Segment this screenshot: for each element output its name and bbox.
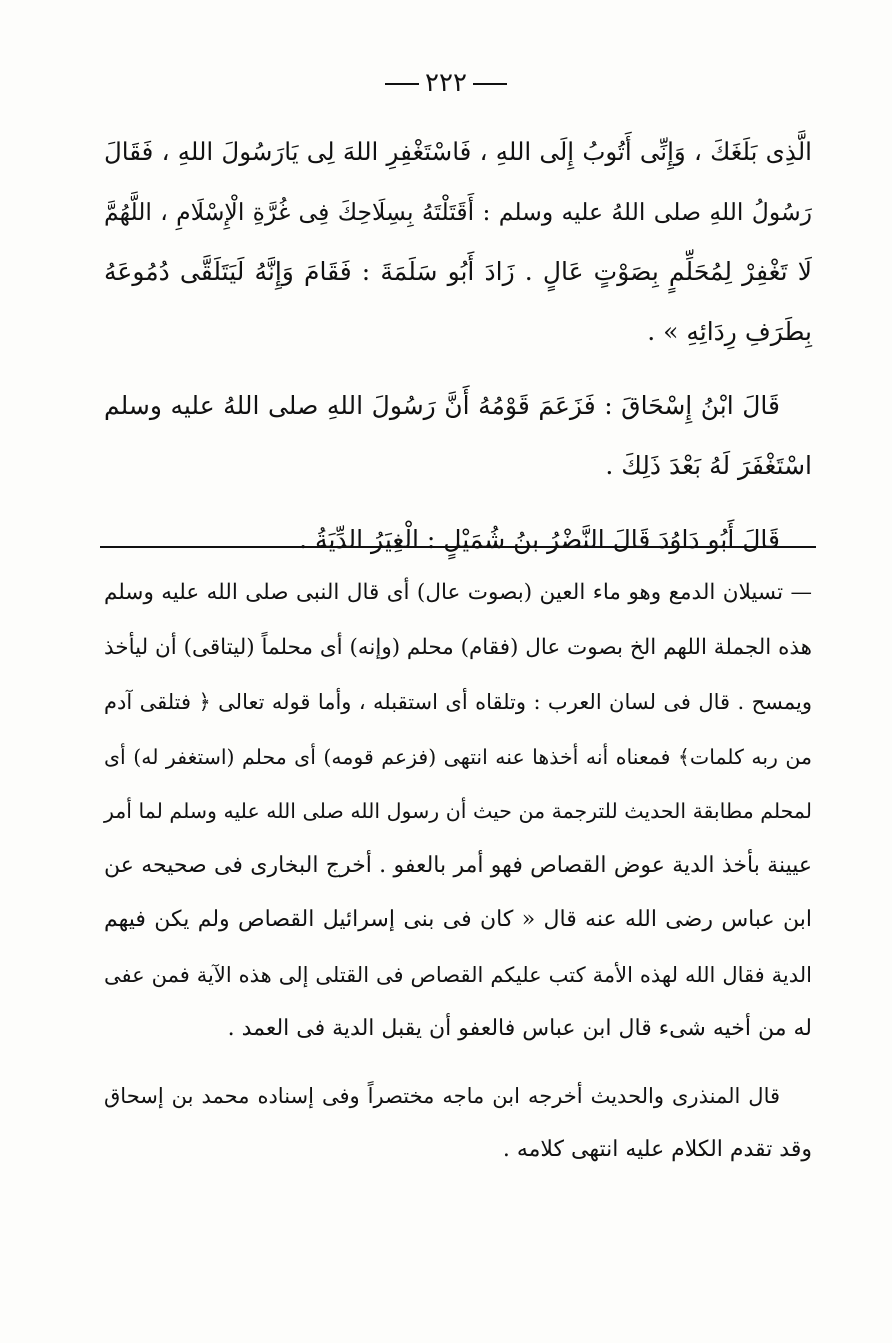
footnote-line: عيينة بأخذ الدية عوض القصاص فهو أمر بالعفو . أخرج البخارى فى صحيحه عن	[104, 852, 812, 878]
page-number-dash-left	[385, 83, 419, 85]
footnote-line: ويمسح . قال فى لسان العرب : وتلقاه أى استقبله ، وأما قوله تعالى ﴿ فتلقى آدم	[104, 690, 812, 714]
footnote-line: ابن عباس رضى الله عنه قال « كان فى بنى إسرائيل القصاص ولم يكن فيهم	[104, 907, 812, 932]
text-line: لَا تَغْفِرْ لِمُحَلِّمٍ بِصَوْتٍ عَالٍ . زَادَ أَبُو سَلَمَةَ : فَقَامَ وَإِنَّهُ لَيَتَلَقَّى دُمُوعَهُ	[104, 257, 812, 286]
text-line: رَسُولُ اللهِ صلى اللهُ عليه وسلم : أَقَتَلْتَهُ بِسِلَاحِكَ فِى غُرَّةِ الْإِسْلَامِ ، اللَّهُمَّ	[104, 198, 812, 226]
text-line: الَّذِى بَلَغَكَ ، وَإِنِّى أَتُوبُ إِلَى اللهِ ، فَاسْتَغْفِرِ اللهَ لِى يَارَسُولَ اللهِ ، فَقَالَ	[104, 137, 812, 166]
footnote-line: الدية فقال الله لهذه الأمة كتب عليكم القصاص فى القتلى إلى هذه الآية فمن عفى	[104, 962, 812, 987]
text-line: بِطَرَفِ رِدَائِهِ » .	[647, 317, 812, 346]
main-paragraph	[104, 510, 812, 570]
footnote-line: لمحلم مطابقة الحديث للترجمة من حيث أن رسول الله صلى الله عليه وسلم لما أمر	[104, 799, 812, 823]
text-line: قَالَ أَبُو دَاوُدَ قَالَ النَّضْرُ بنُ شُمَيْلٍ : الْغِيَرُ الدِّيَةُ .	[299, 525, 780, 554]
footnote-line: — تسيلان الدمع وهو ماء العين (بصوت عال) أى قال النبى صلى الله عليه وسلم	[104, 580, 812, 605]
page-number-text: ٢٢٢	[425, 68, 467, 98]
main-paragraph	[104, 122, 812, 362]
footnotes-commentary	[104, 566, 812, 1178]
footnote-line: من ربه كلمات﴾ فمعناه أنه أخذها عنه انتهى (فزعم قومه) أى محلم (استغفر له) أى	[104, 744, 812, 769]
footnote-line: قال المنذرى والحديث أخرجه ابن ماجه مختصراً وفى إسناده محمد بن إسحاق	[104, 1083, 780, 1108]
footnote-line: وقد تقدم الكلام عليه انتهى كلامه .	[502, 1137, 812, 1162]
main-hadith-text	[104, 122, 812, 570]
text-line: قَالَ ابْنُ إِسْحَاقَ : فَزَعَمَ قَوْمُهُ أَنَّ رَسُولَ اللهِ صلى اللهُ عليه وسلم	[104, 391, 780, 420]
page-number	[0, 68, 892, 98]
main-paragraph	[104, 376, 812, 496]
footnote-line: هذه الجملة اللهم الخ بصوت عال (فقام) محلم (وإنه) أى محلماً (ليتاقى) أن ليأخذ	[104, 634, 812, 660]
page-number-dash-right	[473, 83, 507, 85]
footnote-divider	[100, 546, 816, 548]
footnote-line: له من أخيه شىء قال ابن عباس فالعفو أن يقبل الدية فى العمد .	[227, 1016, 812, 1041]
text-line: اسْتَغْفَرَ لَهُ بَعْدَ ذَلِكَ .	[605, 451, 812, 480]
footnote-paragraph	[104, 566, 812, 1057]
footnote-paragraph	[104, 1069, 812, 1178]
